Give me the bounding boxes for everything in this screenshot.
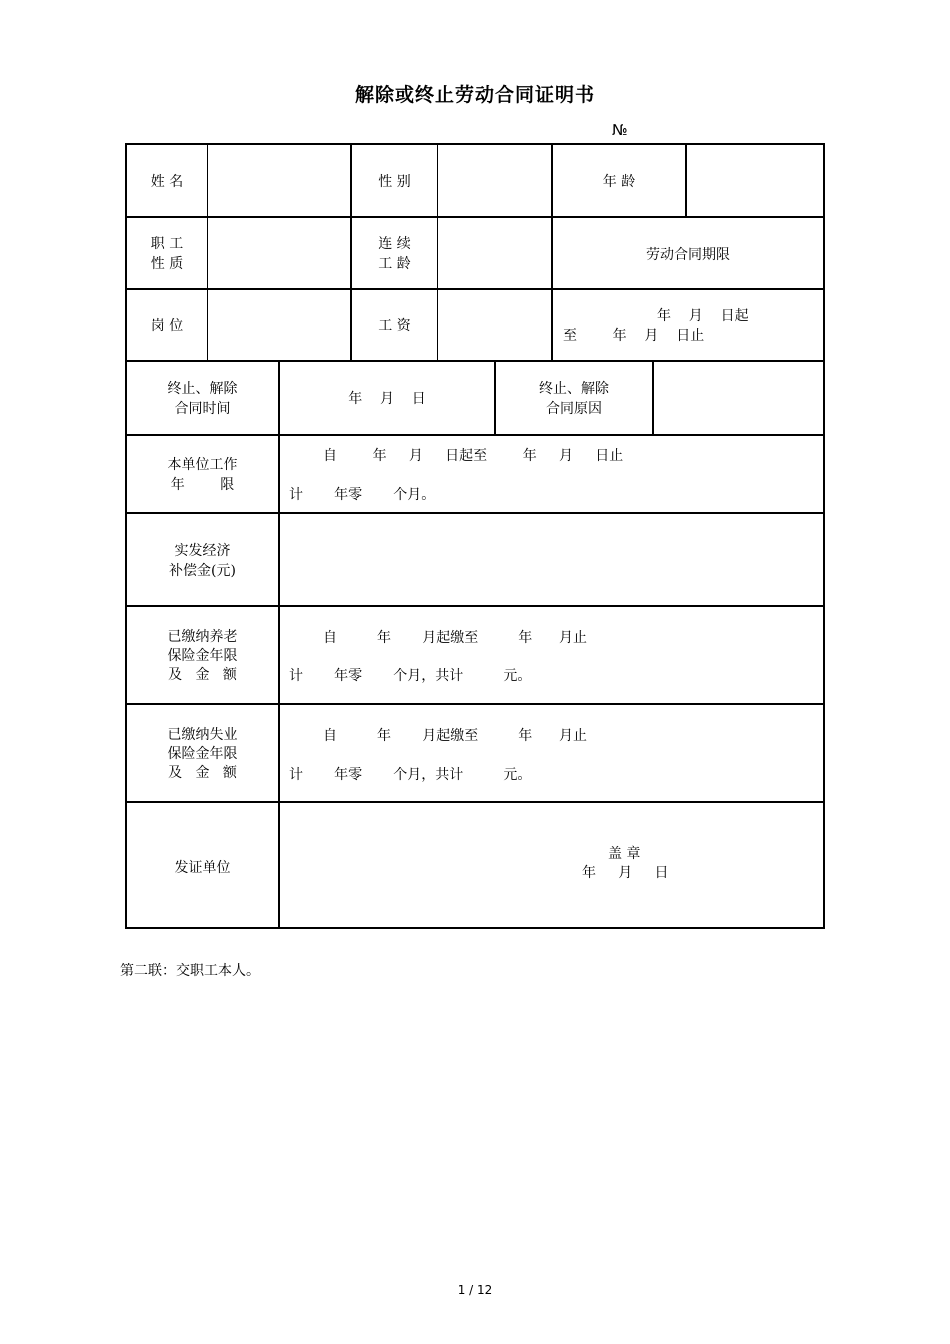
footer-note: 第二联：交职工本人。 [120, 963, 260, 979]
document-title: 解除或终止劳动合同证明书 [354, 84, 595, 106]
gender-field[interactable] [439, 147, 549, 214]
label-termination-time-2: 合同时间 [174, 401, 231, 417]
label-pension-2: 保险金年限 [167, 648, 238, 664]
label-seniority-2: 工 龄 [378, 256, 411, 272]
label-age: 年 龄 [602, 174, 636, 190]
label-compensation-1: 实发经济 [174, 543, 231, 559]
label-nature-1: 职 工 [150, 236, 184, 252]
label-name: 姓 名 [150, 174, 184, 190]
label-nature-2: 性 质 [150, 256, 184, 272]
unemployment-line-1: 自 年 月起缴至 年 月止 [323, 728, 587, 744]
label-work-years-1: 本单位工作 [167, 457, 238, 473]
name-field[interactable] [209, 147, 348, 214]
label-termination-reason-1: 终止、解除 [539, 381, 609, 397]
label-compensation-2: 补偿金(元) [169, 563, 236, 579]
seal-label: 盖 章 [608, 846, 641, 862]
compensation-field[interactable] [280, 514, 821, 603]
label-unemployment-2: 保险金年限 [167, 746, 238, 762]
label-work-years-2: 年 限 [170, 477, 235, 493]
label-pension-1: 已缴纳养老 [167, 629, 238, 645]
post-field[interactable] [209, 291, 348, 358]
unemployment-line-2: 计 年零 个月，共计 元。 [289, 767, 532, 783]
label-issuing-unit: 发证单位 [174, 860, 231, 876]
contract-period-end: 至 年 月 日止 [563, 328, 705, 344]
number-label: № [612, 121, 628, 139]
termination-date: 年 月 日 [348, 391, 426, 407]
label-wage: 工 资 [378, 318, 411, 334]
age-field[interactable] [687, 147, 821, 214]
issue-date: 年 月 日 [582, 865, 669, 881]
label-termination-reason-2: 合同原因 [546, 401, 602, 417]
label-post: 岗 位 [150, 318, 184, 334]
seniority-field[interactable] [439, 219, 549, 286]
certificate-table [125, 143, 825, 929]
label-gender: 性 别 [378, 174, 411, 190]
label-seniority-1: 连 续 [378, 236, 411, 252]
work-years-line-2: 计 年零 个月。 [289, 487, 436, 503]
label-contract-term: 劳动合同期限 [646, 247, 730, 263]
pension-line-2: 计 年零 个月，共计 元。 [289, 668, 532, 684]
label-unemployment-1: 已缴纳失业 [167, 727, 238, 743]
wage-field[interactable] [439, 291, 549, 358]
employee-nature-field[interactable] [209, 219, 348, 286]
pension-line-1: 自 年 月起缴至 年 月止 [323, 630, 587, 646]
termination-reason-field[interactable] [654, 362, 821, 432]
work-years-line-1: 自 年 月 日起至 年 月 日止 [323, 448, 624, 464]
label-unemployment-3: 及 金 额 [168, 765, 237, 781]
label-pension-3: 及 金 额 [168, 667, 237, 683]
contract-period-start: 年 月 日起 [657, 308, 749, 324]
label-termination-time-1: 终止、解除 [167, 381, 238, 397]
page-number: 1 / 12 [457, 1283, 493, 1297]
